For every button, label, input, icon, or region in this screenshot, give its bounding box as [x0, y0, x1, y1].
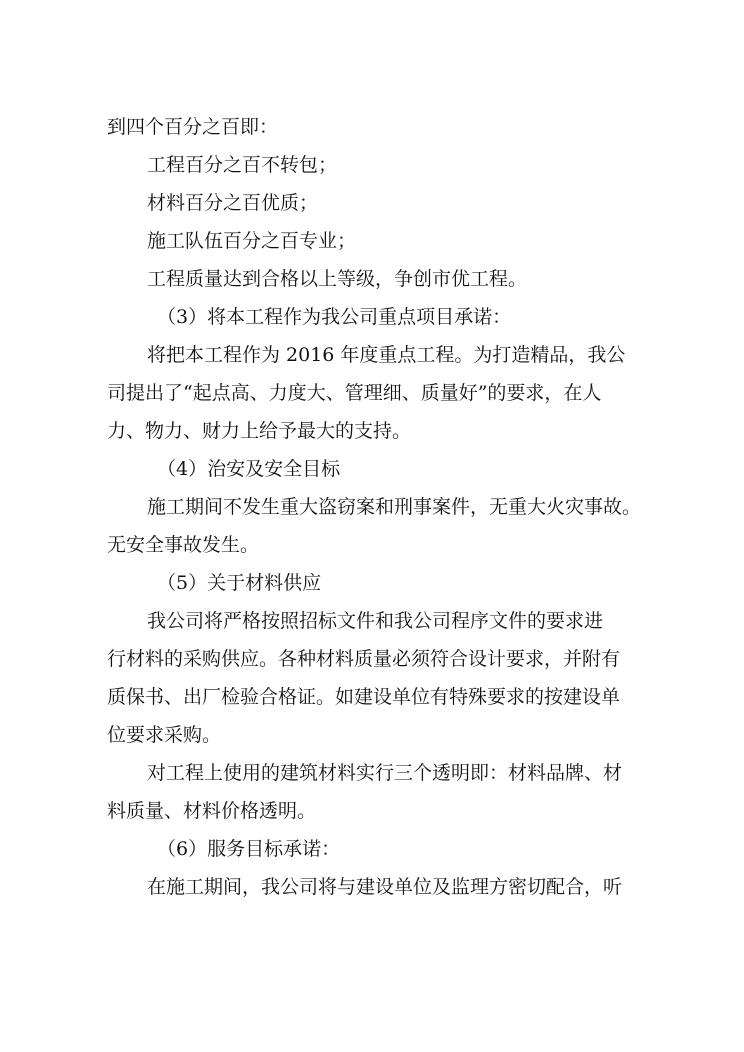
- section-heading: （4）治安及安全目标: [157, 458, 341, 480]
- paragraph-line: 在施工期间，我公司将与建设单位及监理方密切配合，听: [147, 876, 623, 898]
- paragraph-line: 无安全事故发生。: [107, 534, 260, 556]
- paragraph-line: 到四个百分之百即：: [107, 116, 279, 138]
- section-heading: （5）关于材料供应: [157, 572, 322, 594]
- document-body: [107, 108, 647, 906]
- list-item: 工程百分之百不转包；: [147, 154, 338, 176]
- paragraph-line: 位要求采购。: [107, 724, 222, 746]
- paragraph-line: 司提出了“起点高、力度大、管理细、质量好”的要求，在人: [107, 382, 602, 404]
- paragraph-line: 施工期间不发生重大盗窃案和刑事案件，无重大火灾事故。: [147, 496, 642, 518]
- paragraph-line: 质保书、出厂检验合格证。如建设单位有特殊要求的按建设单: [107, 686, 621, 708]
- paragraph-line: 料质量、材料价格透明。: [107, 800, 317, 822]
- paragraph-line: 对工程上使用的建筑材料实行三个透明即：材料品牌、材: [147, 762, 623, 784]
- list-item: 施工队伍百分之百专业；: [147, 230, 357, 252]
- paragraph-line: 工程质量达到合格以上等级，争创市优工程。: [147, 268, 528, 290]
- paragraph-line: 行材料的采购供应。各种材料质量必须符合设计要求，并附有: [107, 648, 621, 670]
- list-item: 材料百分之百优质；: [147, 192, 319, 214]
- section-heading: （6）服务目标承诺：: [157, 838, 341, 860]
- paragraph-line: 我公司将严格按照招标文件和我公司程序文件的要求进: [147, 610, 604, 632]
- section-heading: （3）将本工程作为我公司重点项目承诺：: [157, 306, 512, 328]
- paragraph-line: 将把本工程作为 2016 年度重点工程。为打造精品，我公: [147, 344, 626, 366]
- paragraph-line: 力、物力、财力上给予最大的支持。: [107, 420, 412, 442]
